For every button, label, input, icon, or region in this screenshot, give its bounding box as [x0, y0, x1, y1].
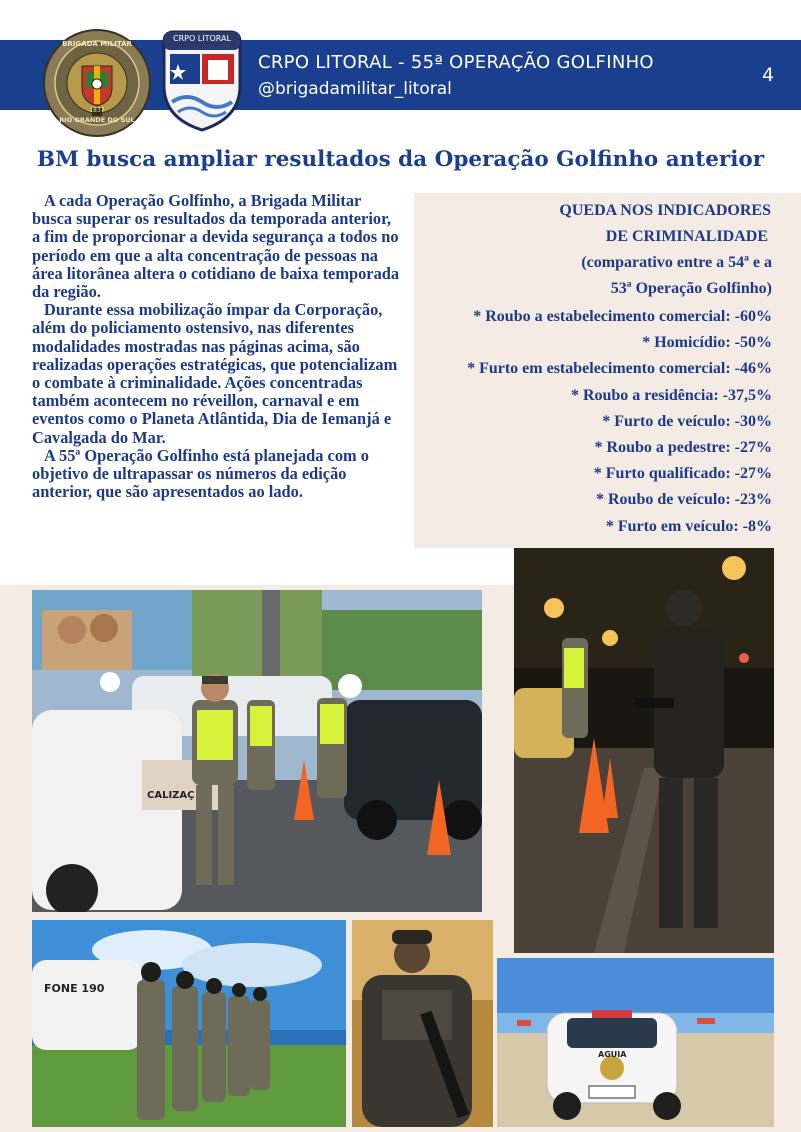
- crpo-litoral-badge-icon: [160, 28, 244, 132]
- article-body: [32, 192, 400, 501]
- stats-item: * Roubo de veículo: -23%: [596, 491, 772, 509]
- stats-item: * Roubo a residência: -37,5%: [570, 386, 772, 404]
- article-paragraph: A 55ª Operação Golfinho está planejada com o objetivo de ultrapassar os números da edição anterior, que são apresentados ao lado.: [32, 445, 369, 502]
- stats-item: * Roubo a pedestre: -27%: [594, 439, 772, 457]
- header-title: CRPO LITORAL - 55ª OPERAÇÃO GOLFINHO: [258, 52, 654, 73]
- stats-item: * Furto qualificado: -27%: [593, 465, 772, 483]
- article-paragraph: Durante essa mobilização ímpar da Corporação, além do policiamento ostensivo, nas diferentes modalidades mostradas nas páginas acima, são realizadas operações estratégicas, que potencializam o combate à criminalidade. Ações concentradas também acontecem no réveillon, carnaval e em eventos como o Planeta Atlântida, Dia de Iemanjá e Cavalgada do Mar.: [32, 300, 398, 447]
- stats-list: [467, 304, 772, 540]
- roof-label: CALIZAÇ: [147, 790, 195, 801]
- car-door-text: FONE 190: [44, 982, 105, 995]
- seal-top-text: BRIGADA MILITAR: [62, 40, 132, 48]
- badge-label: CRPO LITORAL: [173, 34, 231, 43]
- stats-item: * Roubo a estabelecimento comercial: -60%: [473, 308, 772, 325]
- vehicle-label: AGUIA: [598, 1050, 627, 1059]
- photo-night-officer: [514, 548, 774, 953]
- stats-item: * Homicídio: -50%: [642, 334, 772, 352]
- stats-item: * Furto em veículo: -8%: [605, 517, 772, 535]
- page-headline: BM busca ampliar resultados da Operação Golfinho anterior: [36, 147, 765, 172]
- stats-subtitle-line1: (comparativo entre a 54ª e a: [581, 254, 772, 271]
- stats-item: * Furto de veículo: -30%: [602, 412, 772, 430]
- photo-daytime-checkpoint: [32, 590, 482, 912]
- stats-subtitle-line2: 53ª Operação Golfinho): [610, 280, 772, 297]
- photo-officers-lineup: [32, 920, 346, 1127]
- page-number: 4: [762, 64, 775, 86]
- instagram-handle: @brigadamilitar_litoral: [258, 79, 452, 99]
- photo-police-suv: [497, 958, 774, 1127]
- photo-officer-portrait: [352, 920, 493, 1127]
- seal-year: 1837: [89, 107, 105, 114]
- seal-bottom-text: RIO GRANDE DO SUL: [59, 116, 135, 124]
- article-paragraph: A cada Operação Golfinho, a Brigada Militar busca superar os resultados da temporada anterior, a fim de proporcionar a devida segurança a todos no período em que a alta concentração de pessoas na área litorânea altera o cotidiano de baixa temporada da região.: [32, 191, 400, 302]
- crime-stats-panel: [414, 193, 801, 548]
- stats-heading-line1: QUEDA NOS INDICADORES: [559, 202, 771, 219]
- stats-heading-line2: DE CRIMINALIDADE: [605, 228, 768, 245]
- stats-item: * Furto em estabelecimento comercial: -46%: [467, 360, 772, 378]
